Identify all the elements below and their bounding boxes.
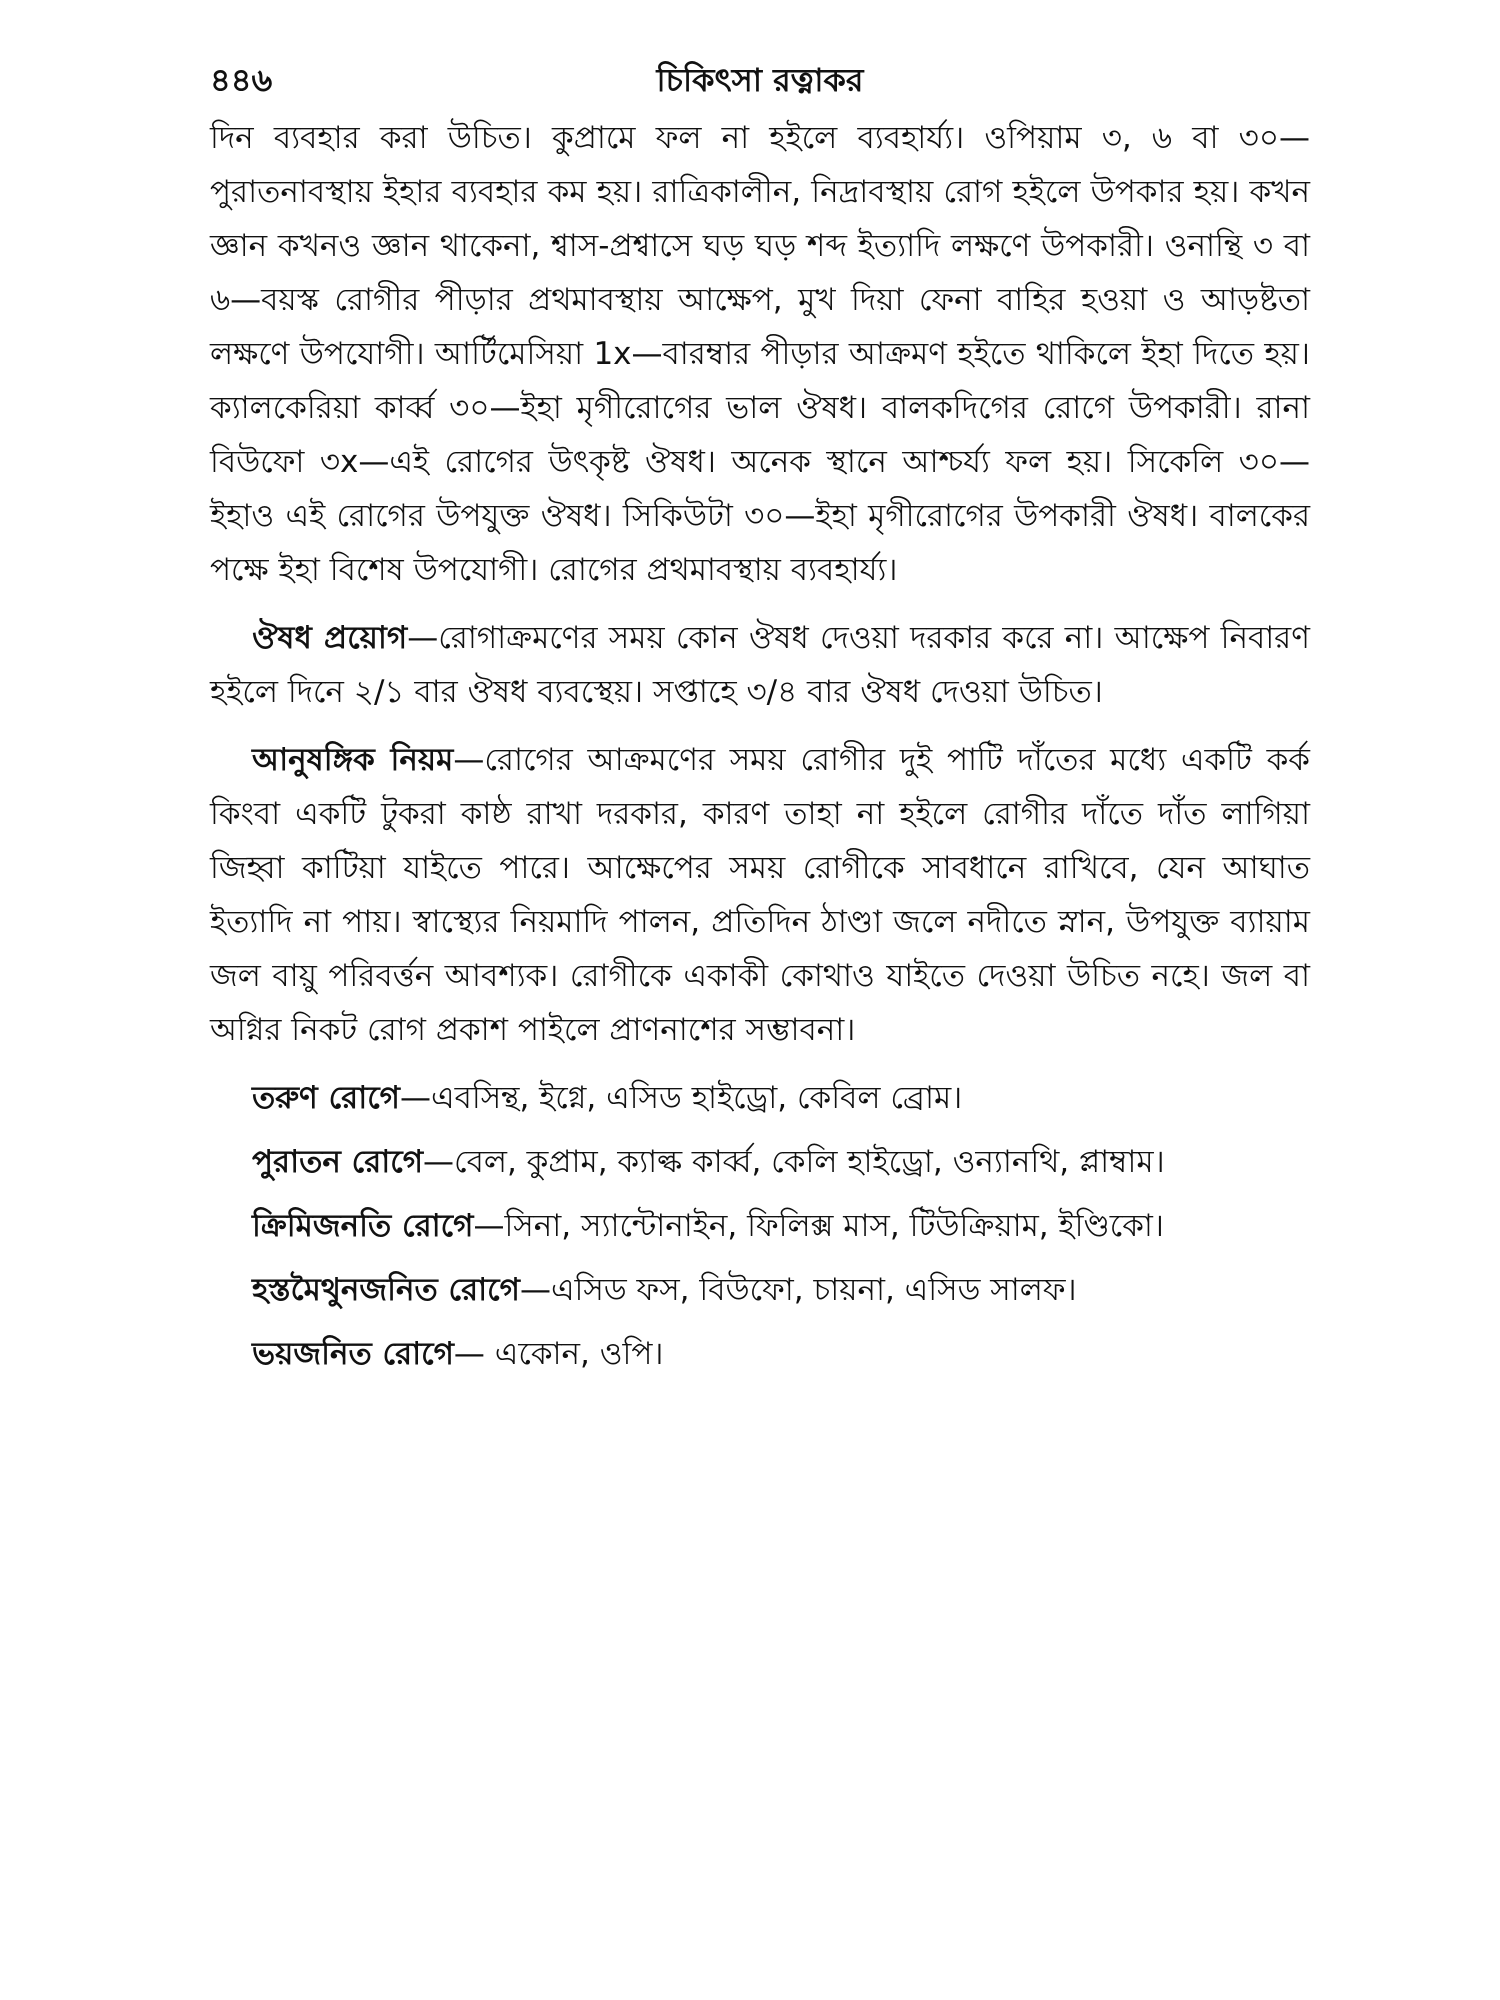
remedy-list-masturbation — [210, 1263, 1310, 1317]
paragraph-lead: আনুষঙ্গিক নিয়ম — [252, 742, 454, 778]
paragraph-text: —রোগাক্রমণের সময় কোন ঔষধ দেওয়া দরকার করে না। আক্ষেপ নিবারণ হইলে দিনে ২/১ বার ঔষধ ব্যবস্থেয়। সপ্তাহে ৩/৪ বার ঔষধ দেওয়া উচিত। — [210, 620, 1310, 710]
remedy-list-text: —এসিড ফস, বিউফো, চায়না, এসিড সালফ। — [519, 1272, 1077, 1308]
paragraph-lead: ঔষধ প্রয়োগ — [252, 620, 408, 656]
remedy-list-acute — [210, 1071, 1310, 1125]
paragraph-medicine-administration — [210, 611, 1310, 719]
book-page — [210, 55, 1310, 1955]
page-body — [210, 111, 1310, 1381]
paragraph-text: —রোগের আক্রমণের সময় রোগীর দুই পাটি দাঁতের মধ্যে একটি কর্ক কিংবা একটি টুকরা কাষ্ঠ রাখা দরকার, কারণ তাহা না হইলে রোগীর দাঁতে দাঁত লাগিয়া জিহ্বা কাটিয়া যাইতে পারে। আক্ষেপের সময় রোগীকে সাবধানে রাখিবে, যেন আঘাত ইত্যাদি না পায়। স্বাস্থ্যের নিয়মাদি পালন, প্রতিদিন ঠাণ্ডা জলে নদীতে স্নান, উপযুক্ত ব্যায়াম জল বায়ু পরিবর্ত্তন আবশ্যক। রোগীকে একাকী কোথাও যাইতে দেওয়া উচিত নহে। জল বা অগ্নির নিকট রোগ প্রকাশ পাইলে প্রাণনাশের সম্ভাবনা। — [210, 742, 1310, 1048]
paragraph-remedies-continued — [210, 111, 1310, 597]
paragraph-text: দিন ব্যবহার করা উচিত। কুপ্রামে ফল না হইলে ব্যবহার্য্য। ওপিয়াম ৩, ৬ বা ৩০—পুরাতনাবস্থায় ইহার ব্যবহার কম হয়। রাত্রিকালীন, নিদ্রাবস্থায় রোগ হইলে উপকার হয়। কখন জ্ঞান কখনও জ্ঞান থাকেনা, শ্বাস-প্রশ্বাসে ঘড় ঘড় শব্দ ইত্যাদি লক্ষণে উপকারী। ওনান্থি ৩ বা ৬—বয়স্ক রোগীর পীড়ার প্রথমাবস্থায় আক্ষেপ, মুখ দিয়া ফেনা বাহির হওয়া ও আড়ষ্টতা লক্ষণে উপযোগী। আর্টিমেসিয়া 1x—বারম্বার পীড়ার আক্রমণ হইতে থাকিলে ইহা দিতে হয়। ক্যালকেরিয়া কার্ব্ব ৩০—ইহা মৃগীরোগের ভাল ঔষধ। বালকদিগের রোগে উপকারী। রানা বিউফো ৩x—এই রোগের উৎকৃষ্ট ঔষধ। অনেক স্থানে আশ্চর্য্য ফল হয়। সিকেলি ৩০—ইহাও এই রোগের উপযুক্ত ঔষধ। সিকিউটা ৩০—ইহা মৃগীরোগের উপকারী ঔষধ। বালকের পক্ষে ইহা বিশেষ উপযোগী। রোগের প্রথমাবস্থায় ব্যবহার্য্য। — [210, 120, 1310, 588]
remedy-list-text: —এবসিন্থ, ইগ্নে, এসিড হাইড্রো, কেবিল ব্রোম। — [399, 1080, 963, 1116]
page-header — [210, 55, 1310, 111]
remedy-list-worms — [210, 1199, 1310, 1253]
remedy-list-lead: পুরাতন রোগে — [252, 1144, 424, 1180]
remedy-list-lead: ক্রিমিজনতি রোগে — [252, 1208, 474, 1244]
remedy-list-lead: হস্তমৈথুনজনিত রোগে — [252, 1272, 520, 1308]
remedy-list-lead: তরুণ রোগে — [252, 1080, 400, 1116]
remedy-list-fright — [210, 1327, 1310, 1381]
page-number: ৪৪৬ — [210, 61, 273, 99]
remedy-list-text: —বেল, কুপ্রাম, ক্যাল্ক কার্ব্ব, কেলি হাইড্রো, ওন্যানথি, প্লাম্বাম। — [423, 1144, 1165, 1180]
remedy-list-chronic — [210, 1135, 1310, 1189]
running-head: চিকিৎসা রত্নাকর — [656, 61, 864, 99]
remedy-list-lead: ভয়জনিত রোগে — [252, 1336, 454, 1372]
remedy-list-text: —সিনা, স্যান্টোনাইন, ফিলিক্স মাস, টিউক্রিয়াম, ইণ্ডিকো। — [473, 1208, 1164, 1244]
remedy-list-text: — একোন, ওপি। — [453, 1336, 664, 1372]
paragraph-auxiliary-rules — [210, 733, 1310, 1057]
